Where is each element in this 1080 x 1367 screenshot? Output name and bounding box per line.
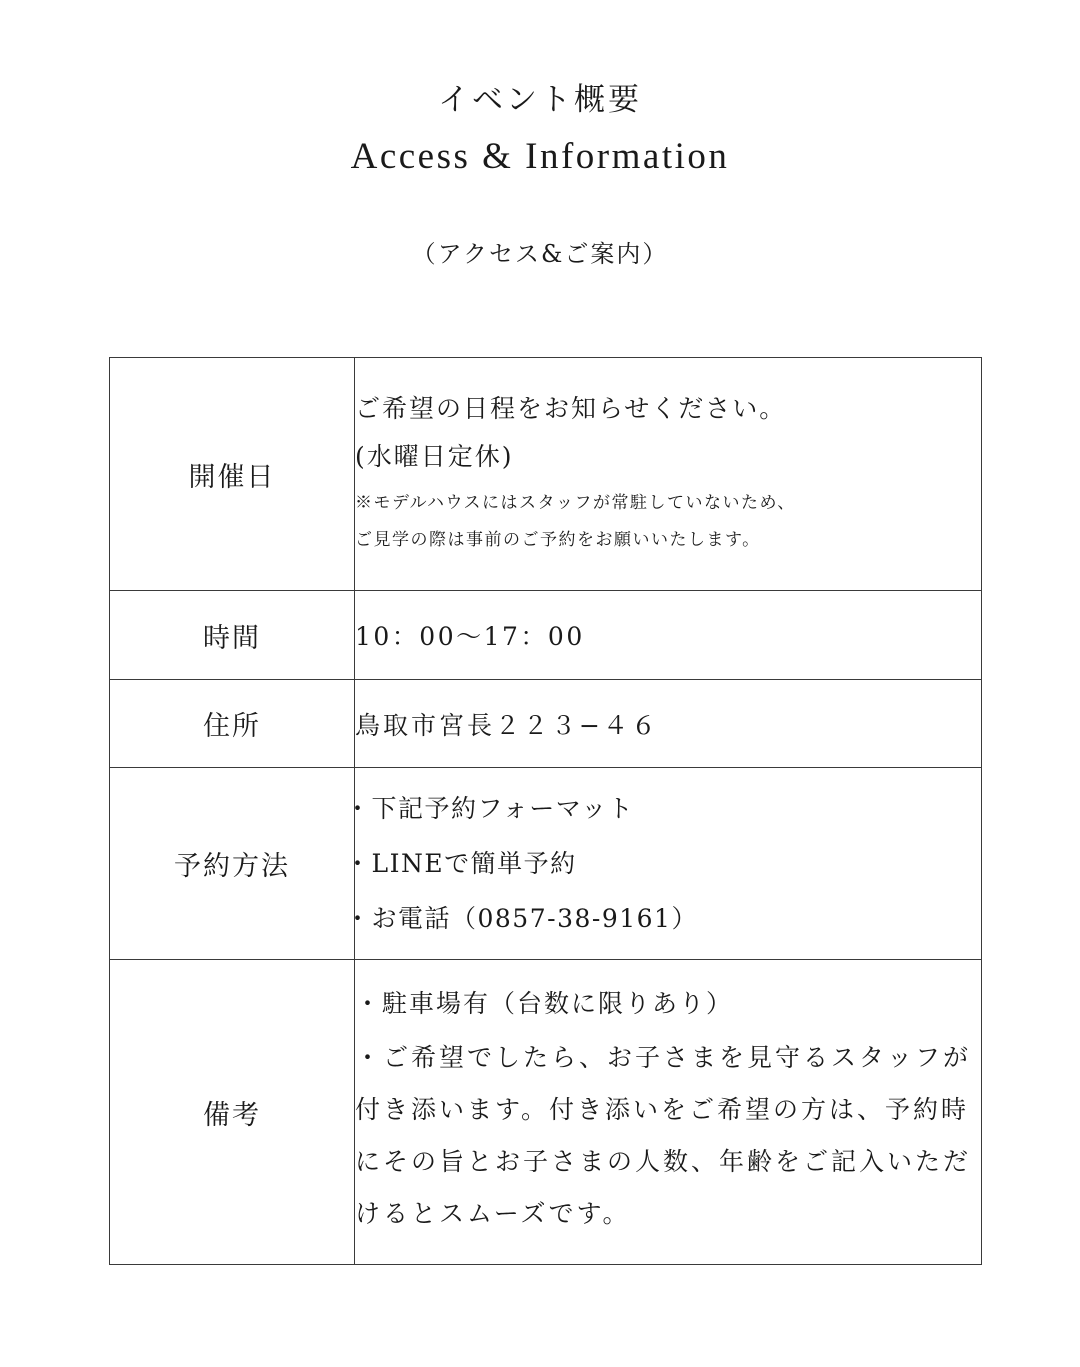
time-value: 10：00〜17：00: [355, 622, 585, 651]
time-label: 時間: [110, 591, 355, 680]
table-row-reservation: [110, 768, 982, 960]
page-subtitle: （アクセス&ご案内）: [411, 240, 669, 268]
date-label: 開催日: [110, 358, 355, 591]
address-value: 鳥取市宮長２２３−４６: [355, 710, 659, 740]
reservation-item-line: ・LINEで簡単予約: [345, 849, 577, 878]
info-table: [109, 357, 982, 1265]
notes-childcare: ・ご希望でしたら、お子さまを見守るスタッフが付き添います。付き添いをご希望の方は、予約時にその旨とお子さまの人数、年齢をご記入いただけるとスムーズです。: [355, 1043, 972, 1228]
date-note-line1: ※モデルハウスにはスタッフが常駐していないため、: [355, 493, 796, 513]
date-note: [355, 485, 981, 559]
reservation-item-phone: ・お電話（0857-38-9161）: [345, 904, 698, 933]
date-value-cell: [355, 358, 982, 591]
table-row-notes: [110, 960, 982, 1265]
reservation-list: [345, 781, 981, 946]
date-main-text: ご希望の日程をお知らせください。: [355, 394, 787, 423]
address-value-cell: [355, 680, 982, 768]
reservation-label: 予約方法: [110, 768, 355, 960]
time-value-cell: [355, 591, 982, 680]
table-row-time: [110, 591, 982, 680]
page-title: イベント概要: [438, 82, 642, 118]
table-row-date: [110, 358, 982, 591]
address-label: 住所: [110, 680, 355, 768]
reservation-value-cell: [345, 768, 982, 960]
notes-value-cell: [355, 960, 982, 1265]
date-closed-day: (水曜日定休): [355, 442, 514, 471]
page-title-english: Access & Information: [350, 136, 730, 177]
table-row-address: [110, 680, 982, 768]
notes-label: 備考: [110, 960, 355, 1265]
notes-parking: ・駐車場有（台数に限りあり）: [355, 989, 734, 1018]
date-note-line2: ご見学の際は事前のご予約をお願いいたします。: [355, 530, 761, 550]
reservation-item-format: ・下記予約フォーマット: [345, 794, 635, 823]
